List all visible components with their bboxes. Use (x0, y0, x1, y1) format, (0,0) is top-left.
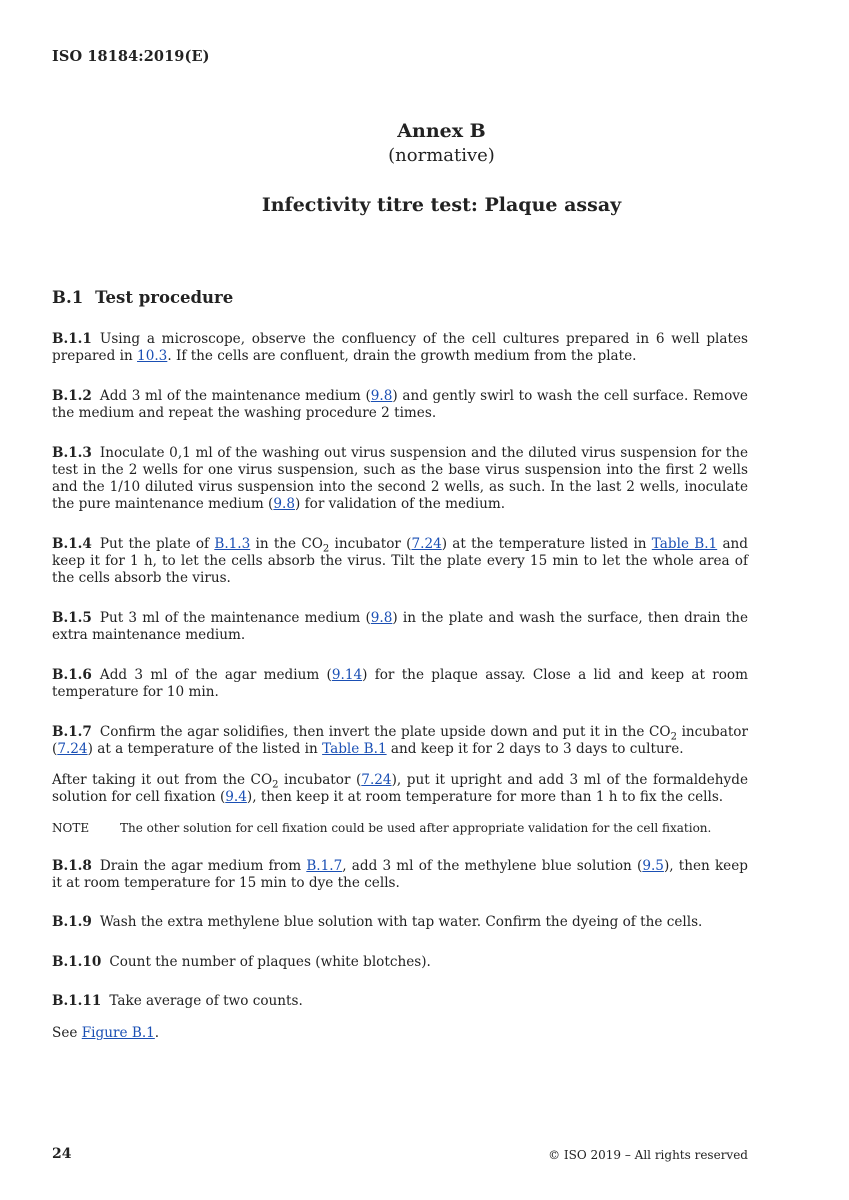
clause-number: B.1.9 (52, 914, 92, 930)
see-text: . (154, 1025, 160, 1041)
clause-text: Wash the extra methylene blue solution with tap water. Confirm the dyeing of the cells. (99, 914, 703, 930)
clause-b-1-5 (52, 610, 748, 644)
clause-b-1-4 (52, 536, 748, 587)
clause-text: Take average of two counts. (109, 993, 303, 1009)
clause-text: . If the cells are confluent, drain the growth medium from the plate. (167, 348, 637, 364)
clause-b-1-7 (52, 724, 748, 758)
clause-number: B.1.7 (52, 724, 92, 740)
link-7-24[interactable]: 7.24 (361, 772, 392, 788)
clause-b-1-2 (52, 388, 748, 422)
clause-number: B.1.11 (52, 993, 102, 1009)
clause-text: Add 3 ml of the agar medium ( (99, 667, 332, 683)
clause-text: and keep it for 1 h, to let the cells absorb the virus. Tilt the plate every 15 min to let the whole area of the cells absorb the virus. (52, 536, 748, 586)
clause-text: incubator ( (278, 772, 362, 788)
clause-text: ) in the plate and wash the surface, then drain the extra maintenance medium. (52, 610, 748, 643)
clause-text: After taking it out from the CO (52, 772, 273, 788)
link-9-14[interactable]: 9.14 (331, 667, 363, 683)
clause-text: ), put it upright and add 3 ml of the formaldehyde solution for cell fixation ( (52, 772, 748, 805)
clause-b-1-6 (52, 667, 748, 701)
clause-text: in the CO (250, 536, 323, 552)
page-number: 24 (52, 1146, 72, 1162)
clause-number: B.1.3 (52, 445, 92, 461)
link-table-b-1[interactable]: Table B.1 (651, 536, 718, 552)
clause-text: ) for validation of the medium. (294, 496, 506, 512)
clause-text: incubator ( (329, 536, 412, 552)
clause-number: B.1.5 (52, 610, 92, 626)
link-figure-b-1[interactable]: Figure B.1 (81, 1025, 155, 1041)
clause-text: Count the number of plaques (white blotches). (109, 954, 431, 970)
link-b-1-3[interactable]: B.1.3 (214, 536, 251, 552)
clause-text: Put the plate of (99, 536, 215, 552)
clause-b-1-11 (52, 993, 748, 1010)
subscript: 2 (272, 779, 279, 791)
link-10-3[interactable]: 10.3 (137, 348, 168, 364)
clause-text: incubator ( (52, 724, 748, 757)
see-text: See (52, 1025, 82, 1041)
link-7-24[interactable]: 7.24 (411, 536, 442, 552)
clause-text: Put 3 ml of the maintenance medium ( (99, 610, 371, 626)
link-b-1-7[interactable]: B.1.7 (306, 858, 343, 874)
document-id: ISO 18184:2019(E) (52, 48, 210, 65)
clause-text: ) and gently swirl to wash the cell surface. Remove the medium and repeat the washing procedure 2 times. (52, 388, 748, 421)
subscript: 2 (670, 731, 677, 743)
clause-number: B.1.1 (52, 331, 92, 347)
clause-number: B.1.2 (52, 388, 92, 404)
clause-text: , add 3 ml of the methylene blue solution ( (342, 858, 643, 874)
clause-b-1-9 (52, 914, 748, 931)
clause-number: B.1.10 (52, 954, 102, 970)
note-label: NOTE (52, 821, 90, 835)
copyright-notice: © ISO 2019 – All rights reserved (548, 1148, 748, 1162)
annex-header (0, 118, 849, 218)
link-7-24[interactable]: 7.24 (57, 741, 88, 757)
clause-text: Using a microscope, observe the confluency of the cell cultures prepared in 6 well plates prepared in (52, 331, 748, 364)
clause-text: ) at a temperature of the listed in (87, 741, 323, 757)
clause-text: Drain the agar medium from (99, 858, 307, 874)
clause-b-1-10 (52, 954, 748, 971)
clause-text: Add 3 ml of the maintenance medium ( (99, 388, 371, 404)
clause-text: ), then keep it at room temperature for more than 1 h to fix the cells. (246, 789, 724, 805)
clause-b-1-3 (52, 445, 748, 513)
clause-text: Inoculate 0,1 ml of the washing out virus suspension and the diluted virus suspension for the test in the 2 wells for one virus suspension, such as the base virus suspension into the first 2 wells and the 1/10 diluted virus suspension into the second 2 wells, as such. In the last 2 wells, inoculate the pure maintenance medium ( (52, 445, 748, 512)
clause-b-1-8 (52, 858, 748, 892)
section-title: Test procedure (95, 288, 234, 307)
section-number: B.1 (52, 288, 84, 307)
link-9-8[interactable]: 9.8 (370, 388, 393, 404)
see-figure (52, 1025, 748, 1042)
clause-text: ) for the plaque assay. Close a lid and keep at room temperature for 10 min. (52, 667, 748, 700)
annex-title: Annex B (397, 120, 486, 142)
clause-b-1-7-continued (52, 772, 748, 806)
subscript: 2 (322, 543, 330, 555)
annex-subtitle: (normative) (388, 145, 495, 166)
clause-b-1-1 (52, 331, 748, 365)
clause-number: B.1.8 (52, 858, 92, 874)
clause-number: B.1.6 (52, 667, 92, 683)
clause-number: B.1.4 (52, 536, 92, 552)
link-9-4[interactable]: 9.4 (225, 789, 247, 805)
clause-text: Confirm the agar solidifies, then invert the plate upside down and put it in the CO (99, 724, 671, 740)
annex-heading: Infectivity titre test: Plaque assay (261, 194, 622, 216)
link-9-8[interactable]: 9.8 (273, 496, 295, 512)
link-9-8[interactable]: 9.8 (370, 610, 393, 626)
note-text: The other solution for cell fixation could be used after appropriate validation for the cell fixation. (120, 821, 712, 835)
note (52, 820, 748, 836)
clause-text: and keep it for 2 days to 3 days to culture. (386, 741, 684, 757)
link-9-5[interactable]: 9.5 (642, 858, 664, 874)
link-table-b-1[interactable]: Table B.1 (322, 741, 387, 757)
clause-text: ) at the temperature listed in (441, 536, 652, 552)
clause-text: ), then keep it at room temperature for 15 min to dye the cells. (52, 858, 748, 891)
section-heading (52, 288, 233, 307)
